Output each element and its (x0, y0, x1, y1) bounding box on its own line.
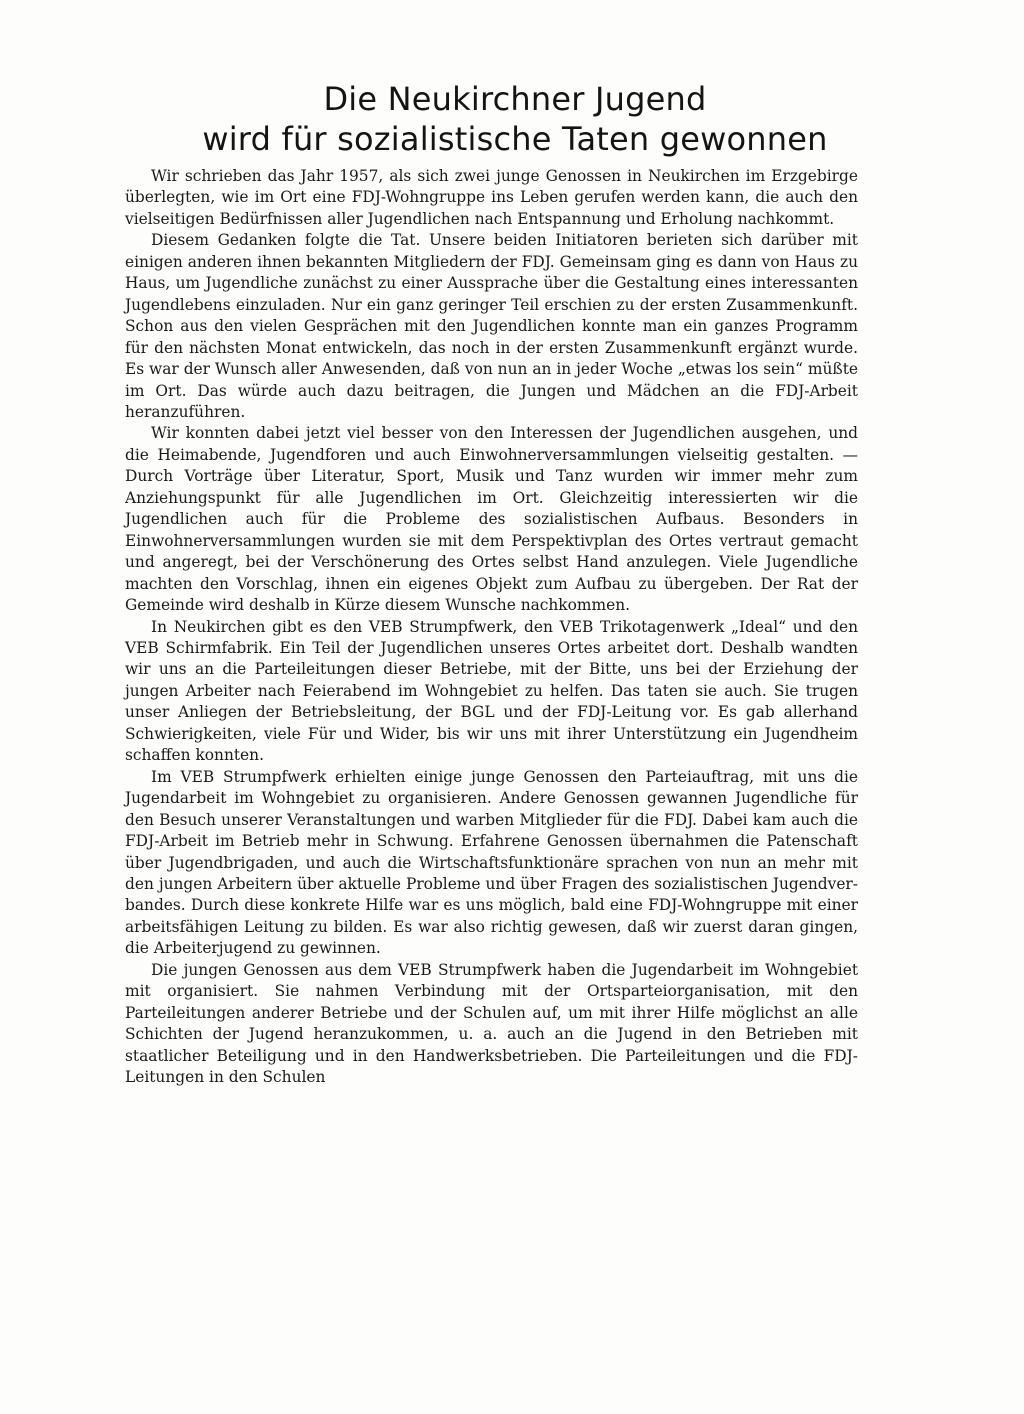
page-title-line-1: Die Neukirchner Jugend (323, 80, 707, 118)
paragraph-6: Die jungen Genossen aus dem VEB Strumpfwerk haben die Jugendarbeit im Wohngebiet mit organisiert. Sie nahmen Verbindung mit der Ortsparteiorganisation, mit den Parteileitungen anderer Betriebe und der Schulen auf, um mit ihrer Hilfe möglichst an alle Schichten der Jugend heranzukommen, u. a. auch an die Jugend in den Betrieben mit staatlicher Beteiligung und in den Handwerksbetrieben. Die Parteileitungen und die FDJ-Leitungen in den Schulen (125, 960, 858, 1087)
paragraph-5: Im VEB Strumpfwerk erhielten einige junge Genossen den Parteiauftrag, mit uns die Jugendarbeit im Wohngebiet zu organisieren. Andere Genossen gewannen Jugendliche für den Besuch unserer Veranstaltungen und warben Mitglieder für die FDJ. Dabei kam auch die FDJ-Arbeit im Betrieb mehr in Schwung. Erfahrene Genossen übernahmen die Patenschaft über Jugendbrigaden, und auch die Wirtschaftsfunktionäre sprachen von nun an mehr mit den jungen Arbeitern über aktuelle Probleme und über Fragen des sozialistischen Jugendverbandes. Durch diese konkrete Hilfe war es uns möglich, bald eine FDJ-Wohngruppe mit einer arbeitsfähigen Leitung zu bilden. Es war also richtig gewesen, daß wir zuerst daran gingen, die Arbeiterjugend zu gewinnen. (125, 767, 858, 958)
paragraph-4: In Neukirchen gibt es den VEB Strumpfwerk, den VEB Trikotagenwerk „Ideal“ und den VEB Schirmfabrik. Ein Teil der Jugendlichen unseres Ortes arbeitet dort. Deshalb wandten wir uns an die Parteileitungen dieser Betriebe, mit der Bitte, uns bei der Erziehung der jungen Arbeiter nach Feierabend im Wohngebiet zu helfen. Das taten sie auch. Sie trugen unser Anliegen der Betriebsleitung, der BGL und der FDJ-Leitung vor. Es gab allerhand Schwierigkeiten, viele Für und Wider, bis wir uns mit ihrer Unterstützung ein Jugendheim schaffen konnten. (125, 617, 858, 765)
paragraph-3: Wir konnten dabei jetzt viel besser von den Interessen der Jugendlichen ausgehen, und die Heimabende, Jugendforen und auch Einwohnerversammlungen vielseitig gestalten. — Durch Vorträge über Literatur, Sport, Musik und Tanz wurden wir immer mehr zum Anziehungspunkt für alle Jugendlichen im Ort. Gleichzeitig interessierten wir die Jugendlichen auch für die Probleme des sozialistischen Aufbaus. Besonders in Einwohnerversammlungen wurden sie mit dem Perspektivplan des Ortes vertraut gemacht und angeregt, bei der Verschönerung des Ortes selbst Hand anzulegen. Viele Jugendliche machten den Vorschlag, ihnen ein eigenes Objekt zum Aufbau zu übergeben. Der Rat der Gemeinde wird deshalb in Kürze diesem Wunsche nachkommen. (125, 424, 858, 615)
paragraph-1: Wir schrieben das Jahr 1957, als sich zwei junge Genossen in Neukirchen im Erzgebirge überlegten, wie im Ort eine FDJ-Wohngruppe ins Leben gerufen werden kann, die auch den vielseitigen Bedürfnissen aller Jugendlichen nach Entspannung und Erholung nachkommt. (125, 167, 858, 228)
paragraph-2: Diesem Gedanken folgte die Tat. Unsere beiden Initiatoren berieten sich darüber mit einigen anderen ihnen bekannten Mitgliedern der FDJ. Gemeinsam ging es dann von Haus zu Haus, um Jugendliche zunächst zu einer Aussprache über die Gestaltung eines interessanten Jugendlebens einzuladen. Nur ein ganz geringer Teil erschien zu der ersten Zusammenkunft. Schon aus den vielen Gesprächen mit den Jugendlichen konnte man ein ganzes Programm für den nächsten Monat entwickeln, das noch in der ersten Zusammenkunft ergänzt wurde. Es war der Wunsch aller Anwesenden, daß von nun an in jeder Woche „etwas los sein“ müßte im Ort. Das würde auch dazu beitragen, die Jungen und Mädchen an die FDJ-Arbeit heranzuführen. (125, 231, 858, 421)
article-body (125, 166, 858, 1088)
page-title-line-2: wird für sozialistische Taten gewonnen (202, 120, 828, 158)
